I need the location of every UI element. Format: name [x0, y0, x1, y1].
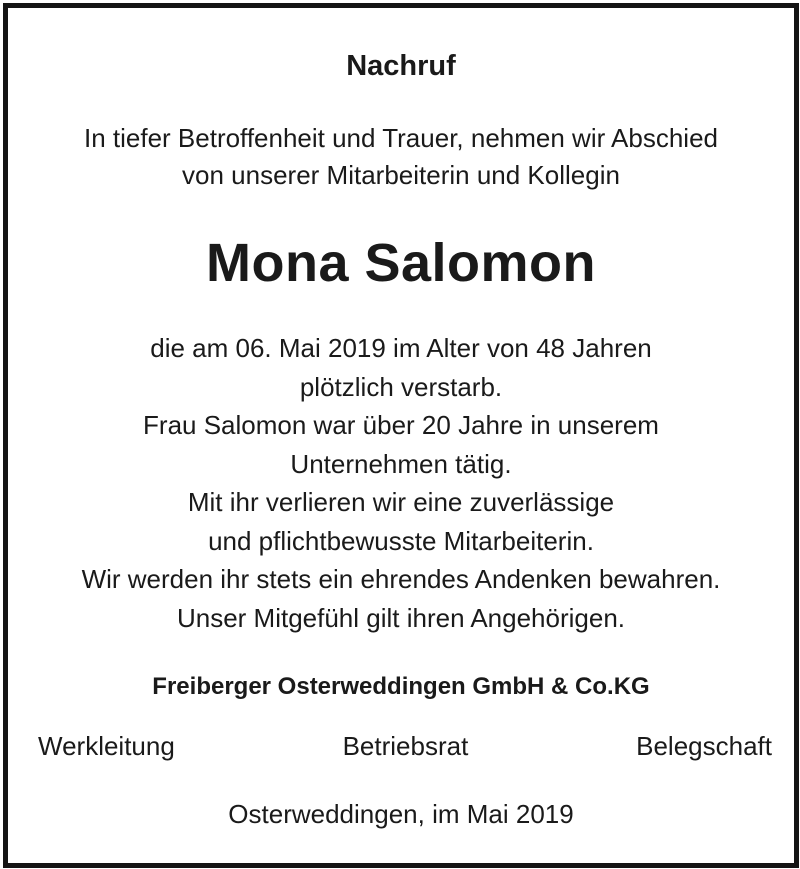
body-line: Unser Mitgefühl gilt ihren Angehörigen.: [176, 602, 626, 633]
intro-line: In tiefer Betroffenheit und Trauer, nehmen wir Abschied: [83, 123, 719, 153]
signers-row: [38, 728, 772, 764]
intro-line: von unserer Mitarbeiterin und Kollegin: [182, 160, 620, 190]
body-line: plötzlich verstarb.: [299, 371, 503, 402]
signer-belegschaft: Belegschaft: [636, 731, 772, 761]
obituary-frame: [3, 3, 799, 868]
body-line: die am 06. Mai 2019 im Alter von 48 Jahren: [150, 333, 652, 363]
signer-werkleitung: Werkleitung: [38, 731, 175, 761]
body-line: Wir werden ihr stets ein ehrendes Andenken bewahren.: [81, 564, 721, 594]
obituary-heading: Nachruf: [346, 50, 456, 82]
obituary-body: [8, 329, 794, 637]
deceased-name: Mona Salomon: [205, 233, 596, 293]
body-line: Mit ihr verlieren wir eine zuverlässige: [187, 487, 615, 517]
place-date: Osterweddingen, im Mai 2019: [228, 799, 574, 829]
body-line: Unternehmen tätig.: [290, 448, 512, 479]
obituary-content: [8, 8, 794, 863]
company-name: Freiberger Osterweddingen GmbH & Co.KG: [152, 673, 650, 700]
intro-text: [8, 120, 794, 194]
body-line: und pflichtbewusste Mitarbeiterin.: [208, 525, 594, 556]
signer-betriebsrat: Betriebsrat: [342, 731, 469, 761]
body-line: Frau Salomon war über 20 Jahre in unserem: [143, 410, 659, 440]
